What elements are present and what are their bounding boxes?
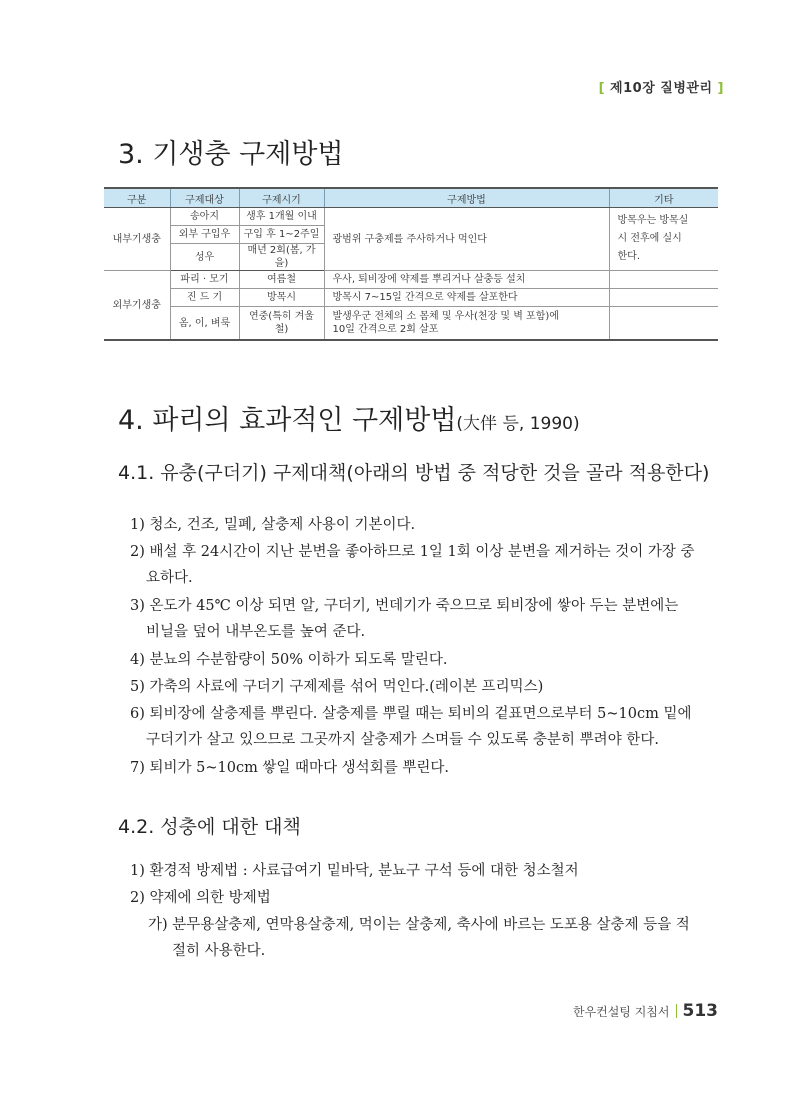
timing-cell: 방목시 bbox=[239, 289, 324, 307]
header-category: 구분 bbox=[104, 188, 170, 208]
page-footer bbox=[573, 1001, 718, 1021]
list-item-line: 3) 온도가 45℃ 이상 되면 알, 구더기, 번데기가 죽으므로 퇴비장에 쌓아 두는 분변에는 bbox=[130, 598, 679, 614]
note-internal bbox=[609, 208, 718, 271]
section-3-title: 3. 기생충 구제방법 bbox=[118, 139, 344, 170]
section-4-title-text: 4. 파리의 효과적인 구제방법 bbox=[118, 405, 457, 436]
chapter-bracket-open: [ bbox=[598, 81, 606, 96]
target-cell: 송아지 bbox=[170, 208, 239, 226]
list-item-line: 6) 퇴비장에 살충제를 뿌린다. 살충제를 뿌릴 때는 퇴비의 겉표면으로부터 5~10cm 밑에 bbox=[130, 706, 692, 722]
subsection-4-1-title: 4.1. 유충(구더기) 구제대책(아래의 방법 중 적당한 것을 골라 적용한다) bbox=[118, 462, 710, 484]
chapter-title: 제10장 질병관리 bbox=[610, 81, 713, 96]
method-cell: 우사, 퇴비장에 약제를 뿌리거나 살충등 설치 bbox=[324, 271, 609, 289]
list-item bbox=[130, 593, 726, 645]
category-internal: 내부기생충 bbox=[104, 208, 170, 271]
list-item-line: 4) 분뇨의 수분함량이 50% 이하가 되도록 말린다. bbox=[130, 652, 448, 668]
note-line: 한다. bbox=[617, 251, 640, 262]
timing-cell: 매년 2회(봄, 가을) bbox=[239, 244, 324, 271]
target-cell: 진 드 기 bbox=[170, 289, 239, 307]
list-item bbox=[148, 912, 726, 964]
subsection-4-2-title: 4.2. 성충에 대한 대책 bbox=[118, 816, 301, 838]
note-cell bbox=[609, 271, 718, 289]
chapter-header bbox=[599, 77, 724, 96]
table-row bbox=[104, 289, 718, 307]
note-line: 방목우는 방목실 bbox=[617, 215, 689, 226]
footer-divider bbox=[676, 1004, 677, 1018]
method-internal: 광범위 구충제를 주사하거나 먹인다 bbox=[324, 208, 609, 271]
list-item-line: 5) 가축의 사료에 구더기 구제제를 섞어 먹인다.(레이본 프리믹스) bbox=[130, 679, 544, 695]
table-row bbox=[104, 307, 718, 341]
list-item bbox=[130, 755, 726, 781]
timing-cell: 구입 후 1~2주일 bbox=[239, 226, 324, 244]
list-item-line: 2) 약제에 의한 방제법 bbox=[130, 890, 271, 906]
category-external: 외부기생충 bbox=[104, 271, 170, 341]
header-timing: 구제시기 bbox=[239, 188, 324, 208]
list-item-line: 요하다. bbox=[146, 570, 193, 586]
header-method: 구제방법 bbox=[324, 188, 609, 208]
table-row bbox=[104, 208, 718, 226]
list-item bbox=[130, 885, 726, 911]
list-item bbox=[130, 858, 726, 884]
section-4-title-ref: (大伴 등, 1990) bbox=[456, 414, 580, 434]
timing-cell: 연중(특히 겨울철) bbox=[239, 307, 324, 341]
note-cell bbox=[609, 289, 718, 307]
list-item-line: 1) 환경적 방제법 : 사료급여기 밑바닥, 분뇨구 구석 등에 대한 청소철저 bbox=[130, 863, 579, 879]
target-cell: 성우 bbox=[170, 244, 239, 271]
method-cell bbox=[324, 307, 609, 341]
list-item-line: 2) 배설 후 24시간이 지난 분변을 좋아하므로 1일 1회 이상 분변을 제거하는 것이 가장 중 bbox=[130, 544, 695, 560]
method-line: 발생우군 전체의 소 몸체 및 우사(천장 및 벽 포함)에 bbox=[332, 311, 559, 322]
table-header-row bbox=[104, 188, 718, 208]
target-cell: 외부 구입우 bbox=[170, 226, 239, 244]
target-cell: 옴, 이, 벼룩 bbox=[170, 307, 239, 341]
list-item-line: 비닐을 덮어 내부온도를 높여 준다. bbox=[146, 624, 366, 640]
header-note: 기타 bbox=[609, 188, 718, 208]
timing-cell: 여름철 bbox=[239, 271, 324, 289]
list-item bbox=[130, 674, 726, 700]
list-item-line: 7) 퇴비가 5~10cm 쌓일 때마다 생석회를 뿌린다. bbox=[130, 760, 449, 776]
section-4-title bbox=[118, 398, 580, 437]
list-item bbox=[130, 701, 726, 753]
note-cell bbox=[609, 307, 718, 341]
note-line: 시 전후에 실시 bbox=[617, 233, 682, 244]
parasite-control-table bbox=[104, 187, 718, 341]
chapter-bracket-close: ] bbox=[717, 81, 724, 96]
method-line: 10일 간격으로 2회 살포 bbox=[332, 324, 439, 335]
table-row bbox=[104, 271, 718, 289]
timing-cell: 생후 1개월 이내 bbox=[239, 208, 324, 226]
target-cell: 파리 · 모기 bbox=[170, 271, 239, 289]
list-item-line: 구더기가 살고 있으므로 그곳까지 살충제가 스며들 수 있도록 충분히 뿌려야 한다. bbox=[146, 732, 659, 748]
list-item bbox=[130, 539, 726, 591]
book-title: 한우컨설팅 지침서 bbox=[572, 1005, 670, 1019]
header-target: 구제대상 bbox=[170, 188, 239, 208]
list-item-line: 가) 분무용살충제, 연막용살충제, 먹이는 살충제, 축사에 바르는 도포용 살충제 등을 적 bbox=[148, 917, 690, 933]
list-item-line: 1) 청소, 건조, 밀폐, 살충제 사용이 기본이다. bbox=[130, 517, 416, 533]
page-number: 513 bbox=[682, 1001, 718, 1021]
list-item-line: 절히 사용한다. bbox=[172, 943, 266, 959]
list-item bbox=[130, 512, 726, 538]
list-item bbox=[130, 647, 726, 673]
method-cell: 방목시 7~15일 간격으로 약제를 살포한다 bbox=[324, 289, 609, 307]
